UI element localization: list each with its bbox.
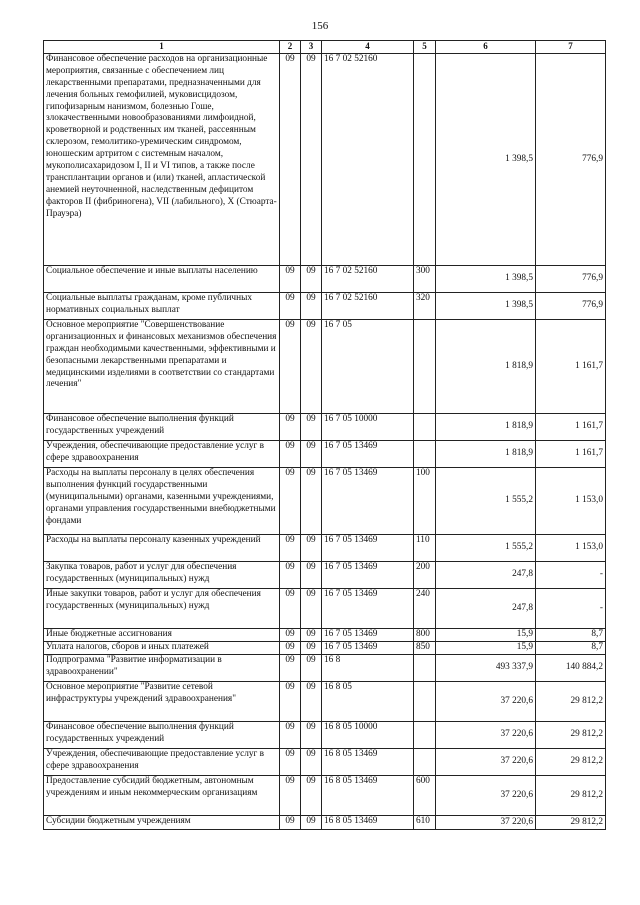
code-target: 16 7 05 13469: [322, 535, 414, 562]
code-subsection: 09: [301, 722, 322, 749]
code-expense-type: [414, 682, 436, 722]
amount-col6: 1 818,9: [436, 441, 536, 468]
amount-col7: 29 812,2: [536, 749, 606, 776]
budget-table: [43, 40, 606, 830]
code-target: 16 8: [322, 655, 414, 682]
code-target: 16 8 05: [322, 682, 414, 722]
code-expense-type: [414, 749, 436, 776]
row-name: Уплата налогов, сборов и иных платежей: [44, 642, 280, 655]
amount-col6: 15,9: [436, 629, 536, 642]
code-target: 16 8 05 13469: [322, 776, 414, 816]
amount-col6: 37 220,6: [436, 722, 536, 749]
code-section: 09: [280, 589, 301, 629]
code-target: 16 7 02 52160: [322, 266, 414, 293]
code-expense-type: 240: [414, 589, 436, 629]
code-target: 16 7 05 13469: [322, 468, 414, 535]
code-target: 16 7 05 13469: [322, 589, 414, 629]
code-section: 09: [280, 629, 301, 642]
code-expense-type: [414, 54, 436, 266]
code-subsection: 09: [301, 293, 322, 320]
amount-col6: 1 555,2: [436, 468, 536, 535]
amount-col6: 247,8: [436, 562, 536, 589]
amount-col7: 776,9: [536, 266, 606, 293]
code-target: 16 7 02 52160: [322, 54, 414, 266]
amount-col7: 1 161,7: [536, 320, 606, 414]
code-expense-type: 320: [414, 293, 436, 320]
amount-col7: 776,9: [536, 293, 606, 320]
code-subsection: 09: [301, 682, 322, 722]
code-expense-type: 850: [414, 642, 436, 655]
code-section: 09: [280, 414, 301, 441]
code-expense-type: [414, 655, 436, 682]
header-cell: 3: [301, 41, 322, 54]
code-section: 09: [280, 655, 301, 682]
amount-col7: 29 812,2: [536, 816, 606, 830]
row-name: Закупка товаров, работ и услуг для обеспечения государственных (муниципальных) нужд: [44, 562, 280, 589]
amount-col7: -: [536, 589, 606, 629]
amount-col6: 247,8: [436, 589, 536, 629]
code-section: 09: [280, 54, 301, 266]
code-target: 16 7 05 13469: [322, 562, 414, 589]
row-name: Иные закупки товаров, работ и услуг для обеспечения государственных (муниципальных) нужд: [44, 589, 280, 629]
code-subsection: 09: [301, 414, 322, 441]
code-expense-type: 100: [414, 468, 436, 535]
code-section: 09: [280, 749, 301, 776]
code-subsection: 09: [301, 562, 322, 589]
code-expense-type: 800: [414, 629, 436, 642]
code-target: 16 7 05 13469: [322, 642, 414, 655]
code-expense-type: 600: [414, 776, 436, 816]
code-subsection: 09: [301, 749, 322, 776]
code-target: 16 7 05: [322, 320, 414, 414]
code-target: 16 8 05 10000: [322, 722, 414, 749]
header-cell: 1: [44, 41, 280, 54]
code-section: 09: [280, 266, 301, 293]
header-cell: 2: [280, 41, 301, 54]
table-row: [44, 816, 606, 830]
code-section: 09: [280, 441, 301, 468]
code-subsection: 09: [301, 642, 322, 655]
row-name: Расходы на выплаты персоналу в целях обеспечения выполнения функций государственными (муниципальными) органами, казенными учреждениями, органами управления государственными внебюджетными фондами: [44, 468, 280, 535]
table-row: [44, 54, 606, 266]
row-name: Расходы на выплаты персоналу казенных учреждений: [44, 535, 280, 562]
code-subsection: 09: [301, 589, 322, 629]
code-expense-type: [414, 320, 436, 414]
code-subsection: 09: [301, 776, 322, 816]
code-section: 09: [280, 562, 301, 589]
amount-col6: 37 220,6: [436, 816, 536, 830]
row-name: Предоставление субсидий бюджетным, автономным учреждениям и иным некоммерческим организациям: [44, 776, 280, 816]
table-row: [44, 535, 606, 562]
code-section: 09: [280, 535, 301, 562]
code-subsection: 09: [301, 629, 322, 642]
code-expense-type: 110: [414, 535, 436, 562]
amount-col6: 37 220,6: [436, 776, 536, 816]
code-expense-type: [414, 722, 436, 749]
code-subsection: 09: [301, 54, 322, 266]
table-body: [44, 54, 606, 830]
code-section: 09: [280, 816, 301, 830]
code-expense-type: 300: [414, 266, 436, 293]
header-cell: 6: [436, 41, 536, 54]
code-section: 09: [280, 293, 301, 320]
row-name: Субсидии бюджетным учреждениям: [44, 816, 280, 830]
table-row: [44, 266, 606, 293]
code-subsection: 09: [301, 535, 322, 562]
amount-col7: 776,9: [536, 54, 606, 266]
row-name: Учреждения, обеспечивающие предоставление услуг в сфере здравоохранения: [44, 749, 280, 776]
row-name: Финансовое обеспечение выполнения функций государственных учреждений: [44, 722, 280, 749]
row-name: Социальное обеспечение и иные выплаты населению: [44, 266, 280, 293]
amount-col7: -: [536, 562, 606, 589]
code-target: 16 7 05 10000: [322, 414, 414, 441]
amount-col6: 37 220,6: [436, 682, 536, 722]
table-row: [44, 629, 606, 642]
amount-col7: 1 161,7: [536, 441, 606, 468]
table-row: [44, 722, 606, 749]
amount-col7: 8,7: [536, 642, 606, 655]
amount-col7: 140 884,2: [536, 655, 606, 682]
row-name: Подпрограмма "Развитие информатизации в здравоохранении": [44, 655, 280, 682]
row-name: Основное мероприятие "Совершенствование организационных и финансовых механизмов обеспечения граждан необходимыми качественными, эффективными и безопасными лекарственными препаратами и медицинскими изделиями в соответствии со стандартами лечения": [44, 320, 280, 414]
amount-col6: 1 555,2: [436, 535, 536, 562]
table-row: [44, 441, 606, 468]
amount-col7: 1 153,0: [536, 468, 606, 535]
amount-col6: 1 818,9: [436, 320, 536, 414]
table-row: [44, 468, 606, 535]
amount-col6: 1 818,9: [436, 414, 536, 441]
amount-col6: 15,9: [436, 642, 536, 655]
row-name: Учреждения, обеспечивающие предоставление услуг в сфере здравоохранения: [44, 441, 280, 468]
amount-col7: 1 153,0: [536, 535, 606, 562]
table-row: [44, 749, 606, 776]
code-expense-type: 200: [414, 562, 436, 589]
amount-col7: 29 812,2: [536, 776, 606, 816]
table-row: [44, 776, 606, 816]
amount-col7: 8,7: [536, 629, 606, 642]
table-row: [44, 562, 606, 589]
table-row: [44, 320, 606, 414]
table-row: [44, 682, 606, 722]
code-subsection: 09: [301, 266, 322, 293]
code-expense-type: [414, 441, 436, 468]
table-row: [44, 589, 606, 629]
code-subsection: 09: [301, 655, 322, 682]
amount-col6: 493 337,9: [436, 655, 536, 682]
code-target: 16 8 05 13469: [322, 816, 414, 830]
code-section: 09: [280, 468, 301, 535]
table-row: [44, 293, 606, 320]
row-name: Финансовое обеспечение выполнения функций государственных учреждений: [44, 414, 280, 441]
code-target: 16 7 05 13469: [322, 629, 414, 642]
table-row: [44, 414, 606, 441]
row-name: Иные бюджетные ассигнования: [44, 629, 280, 642]
code-section: 09: [280, 682, 301, 722]
header-row: [44, 41, 606, 54]
code-expense-type: [414, 414, 436, 441]
amount-col6: 37 220,6: [436, 749, 536, 776]
header-cell: 5: [414, 41, 436, 54]
row-name: Социальные выплаты гражданам, кроме публичных нормативных социальных выплат: [44, 293, 280, 320]
code-section: 09: [280, 320, 301, 414]
code-subsection: 09: [301, 441, 322, 468]
table-row: [44, 642, 606, 655]
code-expense-type: 610: [414, 816, 436, 830]
amount-col7: 29 812,2: [536, 682, 606, 722]
amount-col7: 29 812,2: [536, 722, 606, 749]
code-section: 09: [280, 722, 301, 749]
code-section: 09: [280, 642, 301, 655]
code-section: 09: [280, 776, 301, 816]
amount-col6: 1 398,5: [436, 54, 536, 266]
header-cell: 7: [536, 41, 606, 54]
row-name: Основное мероприятие "Развитие сетевой инфраструктуры учреждений здравоохранения": [44, 682, 280, 722]
table-row: [44, 655, 606, 682]
code-subsection: 09: [301, 320, 322, 414]
code-target: 16 7 05 13469: [322, 441, 414, 468]
code-subsection: 09: [301, 468, 322, 535]
amount-col7: 1 161,7: [536, 414, 606, 441]
header-cell: 4: [322, 41, 414, 54]
amount-col6: 1 398,5: [436, 266, 536, 293]
amount-col6: 1 398,5: [436, 293, 536, 320]
code-target: 16 7 02 52160: [322, 293, 414, 320]
row-name: Финансовое обеспечение расходов на организационные мероприятия, связанные с обеспечением лиц лекарственными препаратами, предназначенными для лечения больных гемофилией, муковисцидозом, гипофизарным нанизмом, болезнью Гоше, злокачественными новообразованиями лимфоидной, кроветворной и родственных им тканей, рассеянным склерозом, гемолитико-уремическим синдромом, юношеским артритом с системным началом, мукополисахаридозом I, II и VI типов, а также после трансплантации органов и (или) тканей, апластической анемией неуточненной, наследственным дефицитом факторов II (фибриногена), VII (лабильного), X (Стюарта-Прауэра): [44, 54, 280, 266]
page-number: 156: [311, 20, 329, 32]
code-subsection: 09: [301, 816, 322, 830]
code-target: 16 8 05 13469: [322, 749, 414, 776]
